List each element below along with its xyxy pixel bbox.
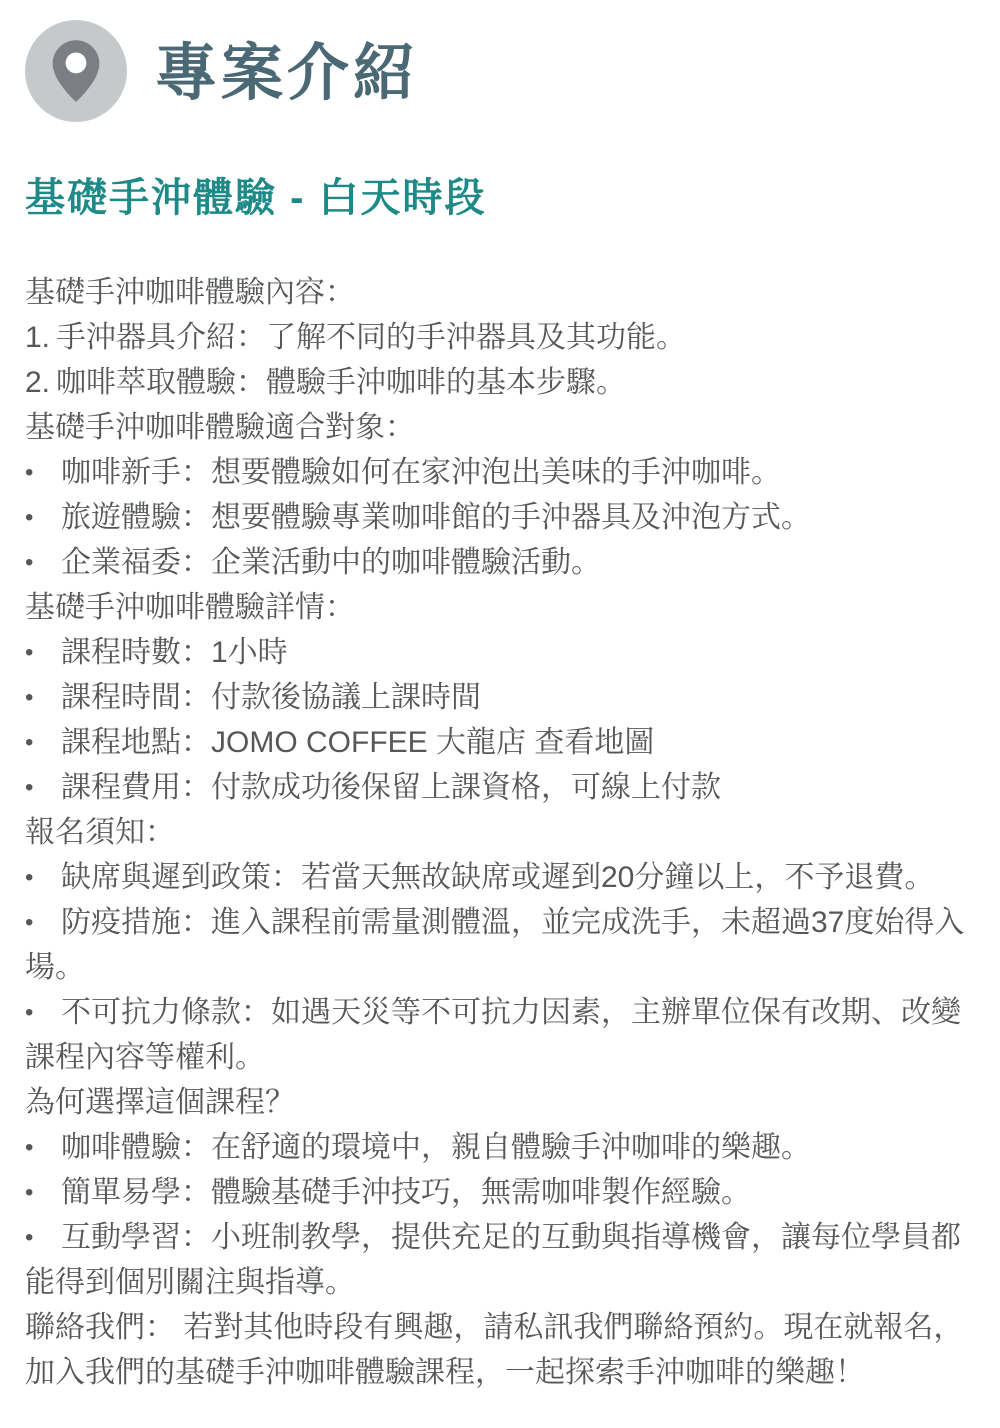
section-title: 專案介紹 [155, 39, 420, 108]
paragraph [25, 585, 975, 630]
paragraph-text: 課程費用：付款成功後保留上課資格，可線上付款 [61, 771, 721, 804]
paragraph-text: 聯絡我們： 若對其他時段有興趣，請私訊我們聯絡預約。現在就報名，加入我們的基礎手沖咖啡體驗課程，一起探索手沖咖啡的樂趣！ [25, 1311, 964, 1389]
bullet-item [25, 765, 975, 810]
bullet-item [25, 855, 975, 900]
list-marker: • [25, 1134, 34, 1161]
list-marker: • [25, 909, 34, 936]
paragraph-text: 互動學習：小班制教學，提供充足的互動與指導機會，讓每位學員都能得到個別關注與指導。 [25, 1221, 961, 1299]
bullet-item [25, 675, 975, 720]
paragraph-text: 咖啡體驗：在舒適的環境中，親自體驗手沖咖啡的樂趣。 [61, 1131, 811, 1164]
paragraph-text: 基礎手沖咖啡體驗內容： [25, 276, 355, 309]
paragraph [25, 1305, 975, 1395]
paragraph-text: 咖啡新手：想要體驗如何在家沖泡出美味的手沖咖啡。 [61, 456, 781, 489]
list-marker: • [25, 459, 34, 486]
bullet-item [25, 630, 975, 675]
paragraph-text: 報名須知： [25, 816, 175, 849]
list-marker: • [25, 864, 34, 891]
list-marker: • [25, 729, 34, 756]
paragraph-text: 為何選擇這個課程？ [25, 1086, 295, 1119]
paragraph [25, 270, 975, 315]
list-marker: • [25, 774, 34, 801]
list-marker: • [25, 549, 34, 576]
paragraph-text: 簡單易學：體驗基礎手沖技巧，無需咖啡製作經驗。 [61, 1176, 751, 1209]
list-marker: • [25, 1179, 34, 1206]
list-marker: • [25, 999, 34, 1026]
bullet-item [25, 540, 975, 585]
paragraph-text: 課程時數：1小時 [61, 636, 288, 669]
bullet-item [25, 900, 975, 990]
course-title: 基礎手沖體驗 - 白天時段 [25, 176, 487, 220]
paragraph-text: 課程時間：付款後協議上課時間 [61, 681, 481, 714]
list-marker: 1. [25, 321, 51, 354]
bullet-item [25, 990, 975, 1080]
list-marker: • [25, 504, 34, 531]
bullet-item [25, 1215, 975, 1305]
paragraph-text: 防疫措施：進入課程前需量測體溫，並完成洗手，未超過37度始得入場。 [25, 906, 965, 984]
paragraph-text: 基礎手沖咖啡體驗適合對象： [25, 411, 415, 444]
location-pin-icon [25, 20, 127, 122]
paragraph-text: 不可抗力條款：如遇天災等不可抗力因素，主辦單位保有改期、改變課程內容等權利。 [25, 996, 961, 1074]
list-marker: • [25, 639, 34, 666]
course-description [25, 270, 975, 1395]
paragraph-text: 缺席與遲到政策：若當天無故缺席或遲到20分鐘以上，不予退費。 [61, 861, 935, 894]
bullet-item [25, 1125, 975, 1170]
bullet-item [25, 450, 975, 495]
paragraph [25, 1080, 975, 1125]
paragraph-text: 手沖器具介紹：了解不同的手沖器具及其功能。 [56, 321, 686, 354]
paragraph [25, 405, 975, 450]
paragraph-text: 旅遊體驗：想要體驗專業咖啡館的手沖器具及沖泡方式。 [61, 501, 811, 534]
bullet-item [25, 1170, 975, 1215]
bullet-item [25, 720, 975, 765]
paragraph [25, 810, 975, 855]
paragraph-text: 咖啡萃取體驗：體驗手沖咖啡的基本步驟。 [56, 366, 626, 399]
bullet-item [25, 495, 975, 540]
paragraph-text: 企業福委：企業活動中的咖啡體驗活動。 [61, 546, 601, 579]
numbered-item [25, 360, 975, 405]
list-marker: 2. [25, 366, 51, 399]
paragraph-text: 基礎手沖咖啡體驗詳情： [25, 591, 355, 624]
paragraph-text: 課程地點：JOMO COFFEE 大龍店 查看地圖 [61, 726, 655, 759]
numbered-item [25, 315, 975, 360]
section-header [25, 20, 975, 122]
list-marker: • [25, 684, 34, 711]
list-marker: • [25, 1224, 34, 1251]
